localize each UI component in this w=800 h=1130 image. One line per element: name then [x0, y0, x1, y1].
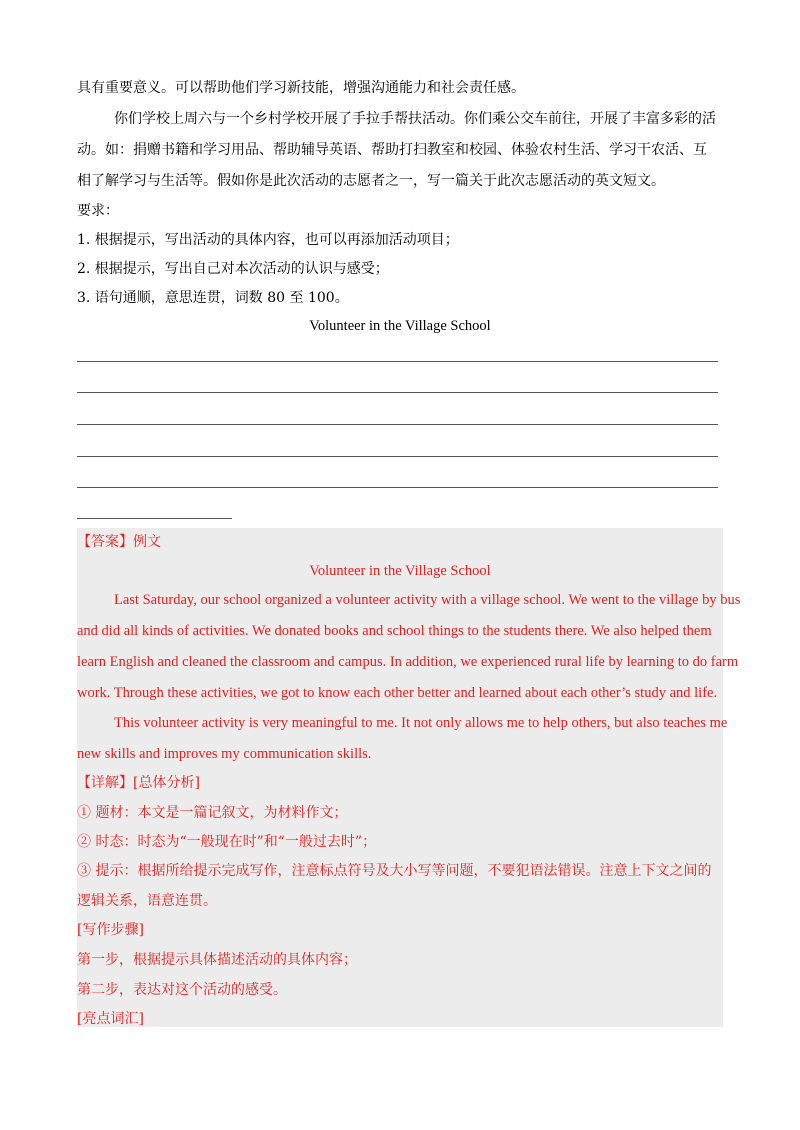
writing-step: 第一步，根据提示具体描述活动的具体内容； [77, 952, 357, 968]
analysis-point: ③ 提示：根据所给提示完成写作，注意标点符号及大小写等问题，不要犯语法错误。注意上下文之间的 [77, 863, 712, 879]
requirements-heading: 要求： [77, 203, 119, 219]
requirement-item: 2. 根据提示，写出自己对本次活动的认识与感受； [77, 261, 389, 277]
requirement-item: 1. 根据提示，写出活动的具体内容，也可以再添加活动项目； [77, 232, 459, 248]
answer-label: 【答案】例文 [77, 534, 161, 550]
answer-blank-line [77, 361, 718, 362]
prompt-paragraph-line: 你们学校上周六与一个乡村学校开展了手拉手帮扶活动。你们乘公交车前往，开展了丰富多彩的活 [114, 111, 716, 127]
model-essay-line: This volunteer activity is very meaningful to me. It not only allows me to help others, but also teaches me [114, 715, 728, 731]
prompt-paragraph-line: 动。如：捐赠书籍和学习用品、帮助辅导英语、帮助打扫教室和校园、体验农村生活、学习干农活、互 [77, 142, 707, 158]
prompt-paragraph-line: 相了解学习与生活等。假如你是此次活动的志愿者之一，写一篇关于此次志愿活动的英文短文。 [77, 173, 665, 189]
writing-title: Volunteer in the Village School [309, 318, 491, 334]
answer-blank-short-line [77, 518, 232, 519]
analysis-heading: 【详解】[总体分析] [77, 775, 200, 791]
model-essay-line: new skills and improves my communication skills. [77, 746, 372, 762]
requirement-item: 3. 语句通顺，意思连贯，词数 80 至 100。 [77, 290, 349, 306]
answer-blank-line [77, 392, 718, 393]
analysis-point: ② 时态：时态为“一般现在时”和“一般过去时”； [77, 834, 377, 850]
answer-blank-line [77, 424, 718, 425]
writing-steps-heading: [写作步骤] [77, 922, 144, 938]
answer-blank-line [77, 456, 718, 457]
model-essay-line: learn English and cleaned the classroom and campus. In addition, we experienced rural life by learning to do farm [77, 654, 739, 670]
analysis-point: 逻辑关系，语意连贯。 [77, 893, 217, 909]
model-essay-line: Last Saturday, our school organized a volunteer activity with a village school. We went to the village by bus [114, 592, 741, 608]
vocabulary-heading: [亮点词汇] [77, 1011, 144, 1027]
model-essay-line: and did all kinds of activities. We donated books and school things to the students there. We also helped them [77, 623, 712, 639]
intro-line: 具有重要意义。可以帮助他们学习新技能，增强沟通能力和社会责任感。 [77, 80, 525, 96]
model-essay-title: Volunteer in the Village School [309, 563, 491, 579]
model-essay-line: work. Through these activities, we got to know each other better and learned about each other’s study and life. [77, 685, 718, 701]
writing-step: 第二步，表达对这个活动的感受。 [77, 982, 287, 998]
answer-blank-line [77, 487, 718, 488]
analysis-point: ① 题材：本文是一篇记叙文，为材料作文； [77, 805, 348, 821]
